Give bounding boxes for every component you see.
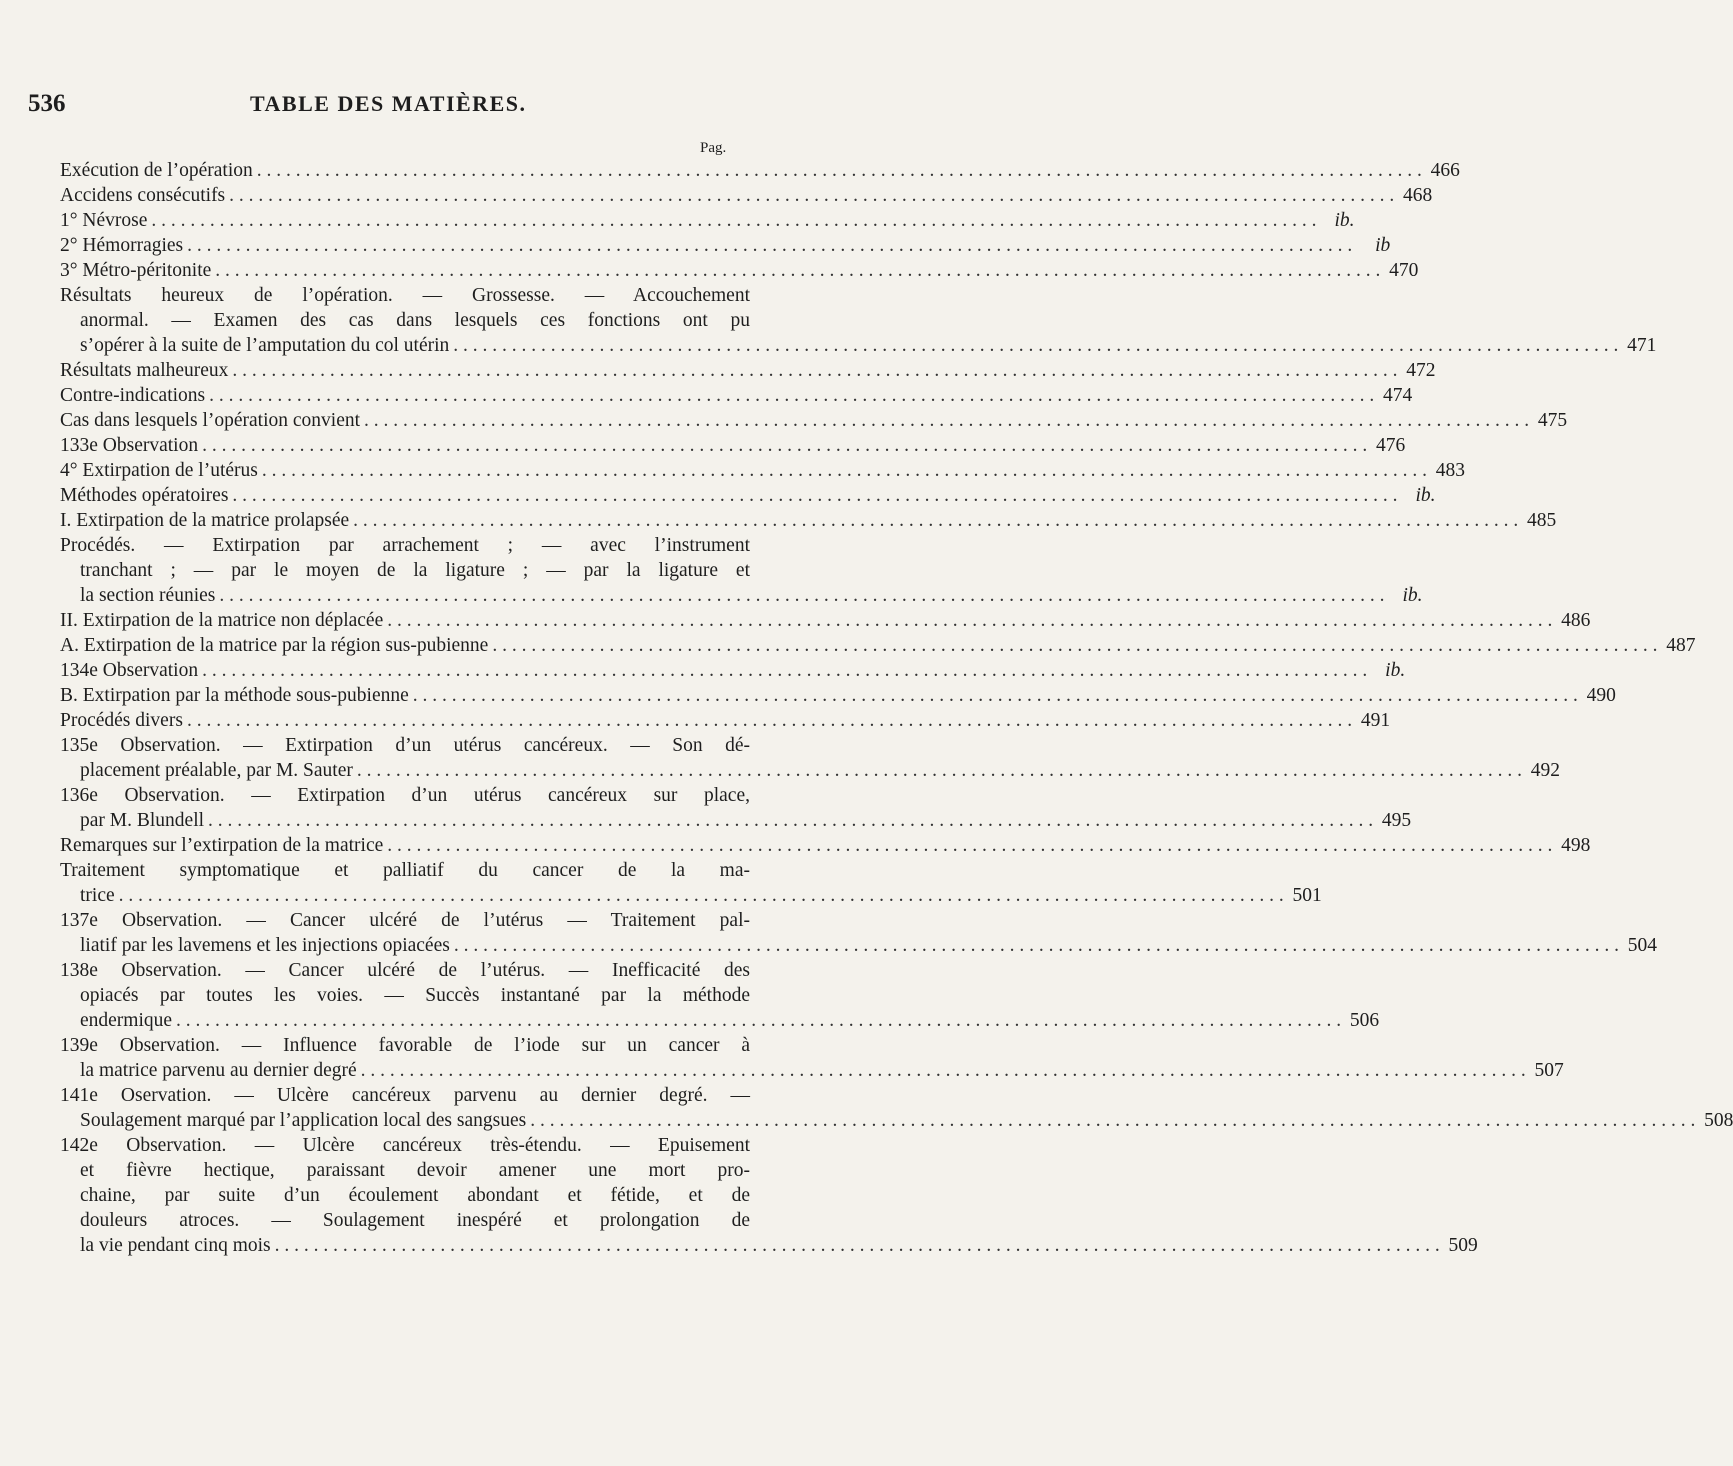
dot-leader: . . . . . . . . . . . . . . . . . . . . . . . . . . . . . . . . . . . . . . . . . . . . . . . . . . . . . . . . . . . . . . . . . . . . . . . . . . . . . . . . . . . . . . . . . . . . . . . . . . . . . . . . . . . . . . . . . . . . . . . . xyxy=(274,1235,1440,1256)
toc-entry-line xyxy=(60,583,1423,608)
toc-page-number: 475 xyxy=(1537,410,1568,431)
toc-page-number: 509 xyxy=(1448,1235,1478,1256)
pag-label: Pag. xyxy=(700,140,727,156)
toc-entry-line xyxy=(60,933,1657,958)
toc-page-number: ib xyxy=(1375,235,1391,256)
toc-entry-line xyxy=(60,508,1557,533)
toc-entry-line xyxy=(60,408,1568,433)
toc-entry-line xyxy=(60,1208,750,1233)
toc-page-number: 474 xyxy=(1383,385,1413,406)
toc-entry xyxy=(60,858,1322,908)
toc-entry-line xyxy=(60,783,750,808)
toc-entry xyxy=(60,1033,1564,1083)
toc-entry xyxy=(60,733,1561,783)
toc-entry-line xyxy=(60,383,1413,408)
toc-page-number: 466 xyxy=(1430,160,1460,181)
toc-entry-line xyxy=(60,558,750,583)
toc-page-number: 507 xyxy=(1534,1060,1564,1081)
toc-entry xyxy=(60,433,1406,458)
toc-page-number: ib. xyxy=(1402,585,1423,606)
toc-entry-line xyxy=(60,1233,1478,1258)
dot-leader: . . . . . . . . . . . . . . . . . . . . . . . . . . . . . . . . . . . . . . . . . . . . . . . . . . . . . . . . . . . . . . . . . . . . . . . . . . . . . . . . . . . . . . . . . . . . . . . . . . . . . . . . . . . . . . . . . . . . . . . . xyxy=(453,935,1619,956)
toc-entry-text: A. Extirpation de la matrice par la région sus-pubienne xyxy=(60,635,489,656)
dot-leader: . . . . . . . . . . . . . . . . . . . . . . . . . . . . . . . . . . . . . . . . . . . . . . . . . . . . . . . . . . . . . . . . . . . . . . . . . . . . . . . . . . . . . . . . . . . . . . . . . . . . . . . . . . . . . . . . . . . . . . . . xyxy=(186,710,1353,731)
toc-page-number: 470 xyxy=(1389,260,1419,281)
dot-leader: . . . . . . . . . . . . . . . . . . . . . . . . . . . . . . . . . . . . . . . . . . . . . . . . . . . . . . . . . . . . . . . . . . . . . . . . . . . . . . . . . . . . . . . . . . . . . . . . . . . . . . . . . . . . . . . . . . . . . . . . xyxy=(232,360,1398,381)
toc-entry-text: Procédés divers xyxy=(60,710,183,731)
toc-page-number: 490 xyxy=(1586,685,1616,706)
dot-leader: . . . . . . . . . . . . . . . . . . . . . . . . . . . . . . . . . . . . . . . . . . . . . . . . . . . . . . . . . . . . . . . . . . . . . . . . . . . . . . . . . . . . . . . . . . . . . . . . . . . . . . . . . . . . . . . . . . . . . . . . xyxy=(412,685,1578,706)
dot-leader: . . . . . . . . . . . . . . . . . . . . . . . . . . . . . . . . . . . . . . . . . . . . . . . . . . . . . . . . . . . . . . . . . . . . . . . . . . . . . . . . . . . . . . . . . . . . . . . . . . . . . . . . . . . . . . . . . . . . . . . . xyxy=(202,660,1368,681)
toc-entry-line xyxy=(60,1083,750,1108)
toc-entry-line xyxy=(60,758,1561,783)
toc-page-number: 506 xyxy=(1349,1010,1380,1031)
toc-entry-text: 135e Observation. — Extirpation d’un utérus cancéreux. — Son dé- xyxy=(60,735,750,756)
toc-entry-line xyxy=(60,1108,1733,1133)
toc-entry-text: Cas dans lesquels l’opération convient xyxy=(60,410,361,431)
page-number: 536 xyxy=(28,90,66,117)
toc-entry xyxy=(60,658,1406,683)
toc-entry-line xyxy=(60,308,750,333)
dot-leader: . . . . . . . . . . . . . . . . . . . . . . . . . . . . . . . . . . . . . . . . . . . . . . . . . . . . . . . . . . . . . . . . . . . . . . . . . . . . . . . . . . . . . . . . . . . . . . . . . . . . . . . . . . . . . . . . . . . . . . . . xyxy=(256,160,1422,181)
toc-entry-text: 3° Métro-péritonite xyxy=(60,260,212,281)
toc-entry-text: 138e Observation. — Cancer ulcéré de l’utérus. — Inefficacité des xyxy=(60,960,750,981)
toc-entry-line xyxy=(60,1058,1564,1083)
toc-entry-line xyxy=(60,1033,750,1058)
toc-entry xyxy=(60,458,1466,483)
toc-entry xyxy=(60,708,1391,733)
dot-leader: . . . . . . . . . . . . . . . . . . . . . . . . . . . . . . . . . . . . . . . . . . . . . . . . . . . . . . . . . . . . . . . . . . . . . . . . . . . . . . . . . . . . . . . . . . . . . . . . . . . . . . . . . . . . . . . . . . . . . . . . xyxy=(151,210,1317,231)
toc-entry-text: 133e Observation xyxy=(60,435,199,456)
toc-entry-text: Soulagement marqué par l’application local des sangsues xyxy=(80,1110,527,1131)
toc-entry xyxy=(60,633,1696,658)
toc-entry-line xyxy=(60,858,750,883)
toc-entry-line xyxy=(60,958,750,983)
toc-entry-line xyxy=(60,458,1466,483)
toc-entry xyxy=(60,1083,1733,1133)
toc-entry xyxy=(60,158,1460,183)
dot-leader: . . . . . . . . . . . . . . . . . . . . . . . . . . . . . . . . . . . . . . . . . . . . . . . . . . . . . . . . . . . . . . . . . . . . . . . . . . . . . . . . . . . . . . . . . . . . . . . . . . . . . . . . . . . . . . . . . . . . . . . . xyxy=(261,460,1428,481)
toc-page-number: 468 xyxy=(1403,185,1433,206)
dot-leader: . . . . . . . . . . . . . . . . . . . . . . . . . . . . . . . . . . . . . . . . . . . . . . . . . . . . . . . . . . . . . . . . . . . . . . . . . . . . . . . . . . . . . . . . . . . . . . . . . . . . . . . . . . . . . . . . . . . . . . . . xyxy=(353,510,1519,531)
toc-entry-line xyxy=(60,183,1433,208)
toc-entry xyxy=(60,958,1380,1033)
toc-entry-line xyxy=(60,883,1322,908)
toc-entry-text: s’opérer à la suite de l’amputation du col utérin xyxy=(80,335,450,356)
dot-leader: . . . . . . . . . . . . . . . . . . . . . . . . . . . . . . . . . . . . . . . . . . . . . . . . . . . . . . . . . . . . . . . . . . . . . . . . . . . . . . . . . . . . . . . . . . . . . . . . . . . . . . . . . . . . . . . . . . . . . . . . xyxy=(215,260,1381,281)
toc-entry-line xyxy=(60,1183,750,1208)
toc-page-number: 498 xyxy=(1561,835,1591,856)
toc-entry-text: 4° Extirpation de l’utérus xyxy=(60,460,258,481)
toc-entry-line xyxy=(60,658,1406,683)
toc-entry-line xyxy=(60,258,1419,283)
toc-entry-line xyxy=(60,483,1436,508)
toc-page-number: 508 xyxy=(1704,1110,1733,1131)
toc-entry-line xyxy=(60,433,1406,458)
toc-entry xyxy=(60,608,1591,633)
toc-entry-line xyxy=(60,1133,750,1158)
toc-entry-text: par M. Blundell xyxy=(80,810,205,831)
toc-entry-text: I. Extirpation de la matrice prolapsée xyxy=(60,510,350,531)
toc-entry-line xyxy=(60,633,1696,658)
dot-leader: . . . . . . . . . . . . . . . . . . . . . . . . . . . . . . . . . . . . . . . . . . . . . . . . . . . . . . . . . . . . . . . . . . . . . . . . . . . . . . . . . . . . . . . . . . . . . . . . . . . . . . . . . . . . . . . . . . . . . . . . xyxy=(356,760,1523,781)
toc-entry-line xyxy=(60,333,1657,358)
toc-page-number: 486 xyxy=(1561,610,1591,631)
toc-entry-line xyxy=(60,983,750,1008)
toc-entry xyxy=(60,508,1557,533)
dot-leader: . . . . . . . . . . . . . . . . . . . . . . . . . . . . . . . . . . . . . . . . . . . . . . . . . . . . . . . . . . . . . . . . . . . . . . . . . . . . . . . . . . . . . . . . . . . . . . . . . . . . . . . . . . . . . . . . . . . . . . . . xyxy=(229,185,1395,206)
dot-leader: . . . . . . . . . . . . . . . . . . . . . . . . . . . . . . . . . . . . . . . . . . . . . . . . . . . . . . . . . . . . . . . . . . . . . . . . . . . . . . . . . . . . . . . . . . . . . . . . . . . . . . . . . . . . . . . . . . . . . . . . xyxy=(387,835,1553,856)
toc-entry-line xyxy=(60,533,750,558)
toc-page-number: 483 xyxy=(1435,460,1466,481)
toc-entry-text: Résultats malheureux xyxy=(60,360,229,381)
toc-entry xyxy=(60,833,1591,858)
dot-leader: . . . . . . . . . . . . . . . . . . . . . . . . . . . . . . . . . . . . . . . . . . . . . . . . . . . . . . . . . . . . . . . . . . . . . . . . . . . . . . . . . . . . . . . . . . . . . . . . . . . . . . . . . . . . . . . . . . . . . . . . xyxy=(209,385,1375,406)
toc-entry xyxy=(60,908,1657,958)
dot-leader: . . . . . . . . . . . . . . . . . . . . . . . . . . . . . . . . . . . . . . . . . . . . . . . . . . . . . . . . . . . . . . . . . . . . . . . . . . . . . . . . . . . . . . . . . . . . . . . . . . . . . . . . . . . . . . . . . . . . . . . . xyxy=(219,585,1385,606)
toc-entry-text: Résultats heureux de l’opération. — Grossesse. — Accouchement xyxy=(60,285,750,306)
dot-leader: . . . . . . . . . . . . . . . . . . . . . . . . . . . . . . . . . . . . . . . . . . . . . . . . . . . . . . . . . . . . . . . . . . . . . . . . . . . . . . . . . . . . . . . . . . . . . . . . . . . . . . . . . . . . . . . . . . . . . . . . xyxy=(202,435,1368,456)
toc-entry-line xyxy=(60,158,1460,183)
toc-entry-line xyxy=(60,233,1391,258)
toc-page-number: 472 xyxy=(1406,360,1436,381)
toc-page-number: 492 xyxy=(1530,760,1561,781)
toc-entry-line xyxy=(60,358,1436,383)
dot-leader: . . . . . . . . . . . . . . . . . . . . . . . . . . . . . . . . . . . . . . . . . . . . . . . . . . . . . . . . . . . . . . . . . . . . . . . . . . . . . . . . . . . . . . . . . . . . . . . . . . . . . . . . . . . . . . . . . . . . . . . . xyxy=(387,610,1553,631)
toc-entry-text: 2° Hémorragies xyxy=(60,235,184,256)
toc-entry-text: la vie pendant cinq mois xyxy=(80,1235,271,1256)
toc-entry-text: Traitement symptomatique et palliatif du cancer de la ma- xyxy=(60,860,750,881)
dot-leader: . . . . . . . . . . . . . . . . . . . . . . . . . . . . . . . . . . . . . . . . . . . . . . . . . . . . . . . . . . . . . . . . . . . . . . . . . . . . . . . . . . . . . . . . . . . . . . . . . . . . . . . . . . . . . . . . . . . . . . . . xyxy=(360,1060,1526,1081)
toc-entry-text: anormal. — Examen des cas dans lesquels ces fonctions ont pu xyxy=(80,310,750,331)
toc-entry-text: 139e Observation. — Influence favorable de l’iode sur un cancer à xyxy=(60,1035,750,1056)
toc-entry xyxy=(60,533,1423,608)
toc-entry-text: Remarques sur l’extirpation de la matrice xyxy=(60,835,384,856)
running-head xyxy=(0,90,800,130)
toc-page-number: 476 xyxy=(1375,435,1406,456)
toc-entry-text: 136e Observation. — Extirpation d’un utérus cancéreux sur place, xyxy=(60,785,750,806)
dot-leader: . . . . . . . . . . . . . . . . . . . . . . . . . . . . . . . . . . . . . . . . . . . . . . . . . . . . . . . . . . . . . . . . . . . . . . . . . . . . . . . . . . . . . . . . . . . . . . . . . . . . . . . . . . . . . . . . . . . . . . . . xyxy=(208,810,1374,831)
toc-entry-text: 1° Névrose xyxy=(60,210,148,231)
toc-page-number: 491 xyxy=(1360,710,1391,731)
toc-entry xyxy=(60,783,1412,833)
toc-entry-line xyxy=(60,1158,750,1183)
toc-entry xyxy=(60,1133,1478,1258)
toc-entry xyxy=(60,408,1568,433)
toc-entry-line xyxy=(60,1008,1380,1033)
toc-page-number: ib. xyxy=(1334,210,1355,231)
toc-entry-text: chaine, par suite d’un écoulement abondant et fétide, et de xyxy=(80,1185,750,1206)
table-of-contents xyxy=(60,158,1733,1258)
toc-entry xyxy=(60,233,1391,258)
toc-page-number: 485 xyxy=(1527,510,1557,531)
toc-entry-line xyxy=(60,683,1616,708)
toc-entry-text: la section réunies xyxy=(80,585,216,606)
dot-leader: . . . . . . . . . . . . . . . . . . . . . . . . . . . . . . . . . . . . . . . . . . . . . . . . . . . . . . . . . . . . . . . . . . . . . . . . . . . . . . . . . . . . . . . . . . . . . . . . . . . . . . . . . . . . . . . . . . . . . . . . xyxy=(492,635,1658,656)
toc-entry-line xyxy=(60,833,1591,858)
toc-entry-text: Exécution de l’opération xyxy=(60,160,253,181)
toc-entry-text: II. Extirpation de la matrice non déplacée xyxy=(60,610,384,631)
toc-entry xyxy=(60,208,1355,233)
toc-entry-text: opiacés par toutes les voies. — Succès instantané par la méthode xyxy=(80,985,750,1006)
dot-leader: . . . . . . . . . . . . . . . . . . . . . . . . . . . . . . . . . . . . . . . . . . . . . . . . . . . . . . . . . . . . . . . . . . . . . . . . . . . . . . . . . . . . . . . . . . . . . . . . . . . . . . . . . . . . . . . . . . . . . . . . xyxy=(530,1110,1696,1131)
dot-leader: . . . . . . . . . . . . . . . . . . . . . . . . . . . . . . . . . . . . . . . . . . . . . . . . . . . . . . . . . . . . . . . . . . . . . . . . . . . . . . . . . . . . . . . . . . . . . . . . . . . . . . . . . . . . . . . . . . . . . . . . xyxy=(118,885,1284,906)
toc-entry-line xyxy=(60,708,1391,733)
dot-leader: . . . . . . . . . . . . . . . . . . . . . . . . . . . . . . . . . . . . . . . . . . . . . . . . . . . . . . . . . . . . . . . . . . . . . . . . . . . . . . . . . . . . . . . . . . . . . . . . . . . . . . . . . . . . . . . . . . . . . . . . xyxy=(187,235,1353,256)
toc-entry-text: 142e Observation. — Ulcère cancéreux très-étendu. — Epuisement xyxy=(60,1135,750,1156)
toc-entry-text: 141e Oservation. — Ulcère cancéreux parvenu au dernier degré. — xyxy=(60,1085,750,1106)
toc-entry xyxy=(60,383,1413,408)
toc-entry xyxy=(60,358,1436,383)
toc-entry-text: Contre-indications xyxy=(60,385,206,406)
toc-entry-line xyxy=(60,733,750,758)
toc-page-number: 501 xyxy=(1292,885,1322,906)
toc-page-number: 487 xyxy=(1666,635,1696,656)
toc-entry-text: la matrice parvenu au dernier degré xyxy=(80,1060,357,1081)
toc-entry xyxy=(60,483,1436,508)
toc-entry-line xyxy=(60,208,1355,233)
dot-leader: . . . . . . . . . . . . . . . . . . . . . . . . . . . . . . . . . . . . . . . . . . . . . . . . . . . . . . . . . . . . . . . . . . . . . . . . . . . . . . . . . . . . . . . . . . . . . . . . . . . . . . . . . . . . . . . . . . . . . . . . xyxy=(232,485,1398,506)
toc-entry-text: placement préalable, par M. Sauter xyxy=(80,760,353,781)
toc-page-number: 504 xyxy=(1627,935,1657,956)
toc-entry-text: Méthodes opératoires xyxy=(60,485,229,506)
toc-entry-text: B. Extirpation par la méthode sous-pubienne xyxy=(60,685,409,706)
toc-entry xyxy=(60,183,1433,208)
toc-page-number: 471 xyxy=(1627,335,1657,356)
toc-entry-text: tranchant ; — par le moyen de la ligature ; — par la ligature et xyxy=(80,560,750,581)
toc-entry xyxy=(60,683,1616,708)
toc-page-number: 495 xyxy=(1381,810,1412,831)
toc-page-number: ib. xyxy=(1385,660,1406,681)
toc-entry-text: douleurs atroces. — Soulagement inespéré et prolongation de xyxy=(80,1210,750,1231)
toc-entry-text: Procédés. — Extirpation par arrachement ; — avec l’instrument xyxy=(60,535,750,556)
toc-entry-text: Accidens consécutifs xyxy=(60,185,226,206)
toc-entry-text: endermique xyxy=(80,1010,173,1031)
toc-entry-line xyxy=(60,908,750,933)
toc-entry-line xyxy=(60,808,1412,833)
toc-entry xyxy=(60,283,1657,358)
toc-entry-line xyxy=(60,283,750,308)
toc-entry-line xyxy=(60,608,1591,633)
running-title: TABLE DES MATIÈRES. xyxy=(250,91,527,116)
toc-entry-text: liatif par les lavemens et les injections opiacées xyxy=(80,935,450,956)
toc-entry-text: trice xyxy=(80,885,115,906)
toc-entry-text: 137e Observation. — Cancer ulcéré de l’utérus — Traitement pal- xyxy=(60,910,750,931)
dot-leader: . . . . . . . . . . . . . . . . . . . . . . . . . . . . . . . . . . . . . . . . . . . . . . . . . . . . . . . . . . . . . . . . . . . . . . . . . . . . . . . . . . . . . . . . . . . . . . . . . . . . . . . . . . . . . . . . . . . . . . . . xyxy=(453,335,1619,356)
toc-entry xyxy=(60,258,1419,283)
toc-entry-text: 134e Observation xyxy=(60,660,199,681)
dot-leader: . . . . . . . . . . . . . . . . . . . . . . . . . . . . . . . . . . . . . . . . . . . . . . . . . . . . . . . . . . . . . . . . . . . . . . . . . . . . . . . . . . . . . . . . . . . . . . . . . . . . . . . . . . . . . . . . . . . . . . . . xyxy=(364,410,1530,431)
dot-leader: . . . . . . . . . . . . . . . . . . . . . . . . . . . . . . . . . . . . . . . . . . . . . . . . . . . . . . . . . . . . . . . . . . . . . . . . . . . . . . . . . . . . . . . . . . . . . . . . . . . . . . . . . . . . . . . . . . . . . . . . xyxy=(176,1010,1342,1031)
toc-entry-text: et fièvre hectique, paraissant devoir amener une mort pro- xyxy=(80,1160,750,1181)
toc-page-number: ib. xyxy=(1415,485,1436,506)
